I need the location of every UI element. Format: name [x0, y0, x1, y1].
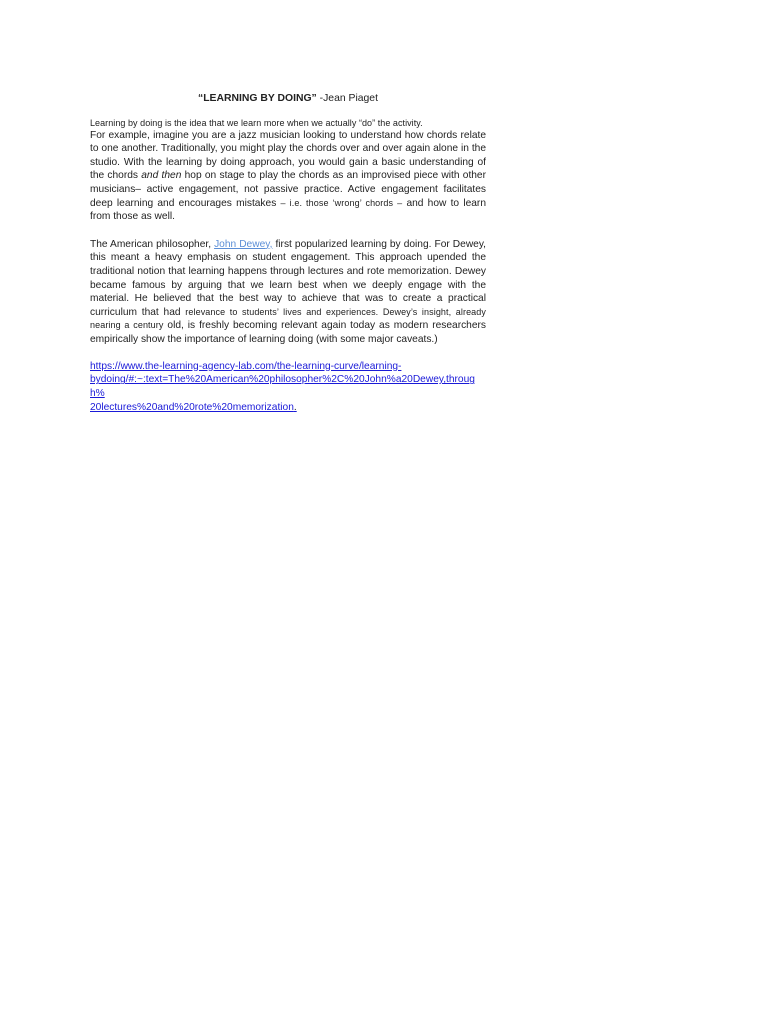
paragraph-dewey: [90, 238, 486, 347]
url-line-3[interactable]: 20lectures%20and%20rote%20memorization: [90, 401, 294, 413]
paragraph-jazz-example: [90, 129, 486, 224]
john-dewey-link[interactable]: John Dewey,: [214, 238, 273, 250]
paragraph2-text-3: old, is freshly becoming relevant again today as modern researchers empirically show the importance of learning doing (with some major caveats.): [90, 320, 486, 345]
document-page: [90, 92, 486, 415]
document-title: [90, 92, 486, 106]
paragraph2-small-run: relevance to students’ lives and experiences. Dewey’s insight, already nearing a century: [90, 306, 486, 331]
paragraph2-text-1: The American philosopher,: [90, 238, 215, 250]
url-trailing-period: .: [293, 401, 297, 413]
source-url-link[interactable]: [90, 360, 486, 415]
paragraph1-text-1: For example, imagine you are a jazz musician looking to understand how chords relate to one another. Traditionally, you might play the chords over and over again alone in the studio. With the learning by doing approach, you would gain a basic understanding of the chords: [90, 129, 486, 182]
title-main: “LEARNING BY DOING”: [198, 93, 317, 104]
paragraph-gap: [90, 224, 486, 238]
intro-sentence: Learning by doing is the idea that we learn more when we actually “do” the activity.: [90, 117, 423, 128]
url-line-2[interactable]: bydoing/#:~:text=The%20American%20philosopher%2C%20John%a20Dewey,through%: [90, 374, 475, 400]
paragraph1-text-2: hop on stage to play the chords as an improvised piece with other musicians– active engagement, not passive practice. Active engagement facilitates deep learning and encourages mistakes: [90, 170, 486, 209]
url-line-1[interactable]: https://www.the-learning-agency-lab.com/the-learning-curve/learning-: [90, 360, 402, 372]
paragraph1-text-3: and how to learn from those as well.: [90, 197, 486, 223]
paragraph2-text-2: first popularized learning by doing. For Dewey, this meant a heavy emphasis on student engagement. This approach upended the traditional notion that learning happens through lectures and rote memorization. Dewey became famous by arguing that we learn best when we deeply engage with the material. He believed that the best way to achieve that was to create a practical curriculum that had: [90, 238, 487, 318]
paragraph1-italic: and then: [141, 170, 182, 182]
title-attribution: -Jean Piaget: [316, 93, 378, 104]
paragraph1-small-run: – i.e. those ‘wrong’ chords –: [280, 197, 403, 208]
